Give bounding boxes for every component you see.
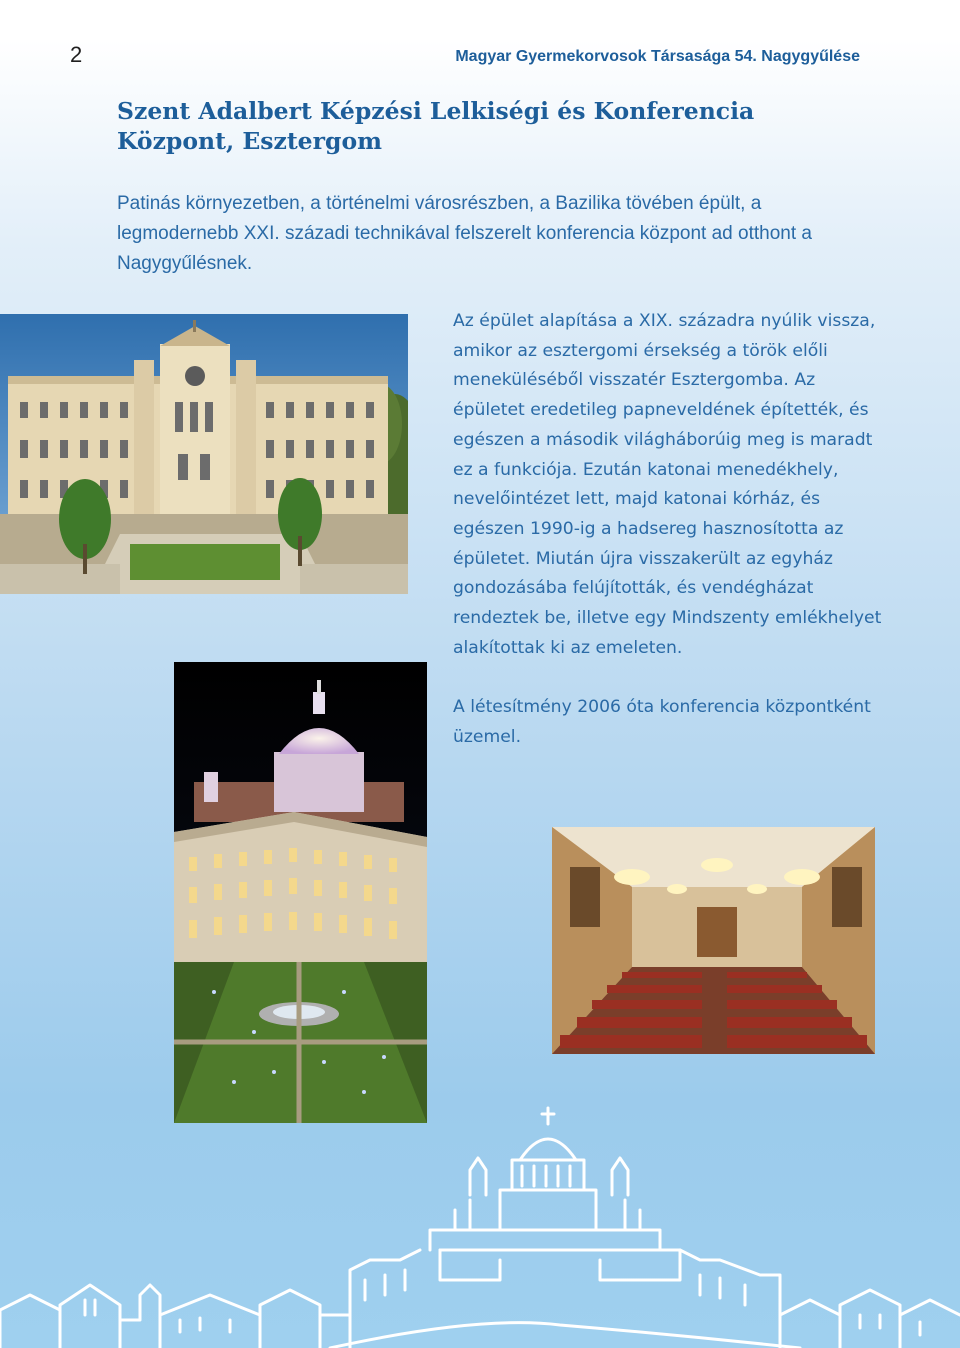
- conference-hall-photo: [552, 827, 875, 1054]
- intro-paragraph: Patinás környezetben, a történelmi városrészben, a Bazilika tövében épült, a legmodernebb XXI. századi technikával felszerelt konferencia központ ad otthont a Nagygyűlésnek.: [117, 193, 812, 274]
- esztergom-skyline-illustration: [0, 1100, 960, 1348]
- article-body: [453, 307, 883, 782]
- running-header: Magyar Gyermekorvosok Társasága 54. Nagygyűlése: [455, 48, 860, 65]
- night-courtyard-photo: [174, 662, 427, 1123]
- page-title: Szent Adalbert Képzési Lelkiségi és Konferencia Központ, Esztergom: [117, 97, 755, 155]
- history-paragraph: Az épület alapítása a XIX. századra nyúlik vissza, amikor az esztergomi érsekség a török előli meneküléséből visszatér Esztergomba. Az épületet eredetileg papneveldének építették, és egészen a második világháborúig meg is maradt ez a funkciója. Ezután katonai menedékhely, nevelőintézet lett, majd katonai kórház, és egészen 1990-ig a hadsereg hasznosította az épületet. Miután újra visszakerült az egyház gondozásába felújították, és vendégházat rendeztek be, illetve egy Mindszenty emlékhelyet alakítottak ki az emeleten.: [453, 311, 882, 658]
- building-exterior-photo: [0, 314, 408, 594]
- conference-center-paragraph: A létesítmény 2006 óta konferencia központként üzemel.: [453, 697, 871, 747]
- page-number: 2: [70, 42, 83, 67]
